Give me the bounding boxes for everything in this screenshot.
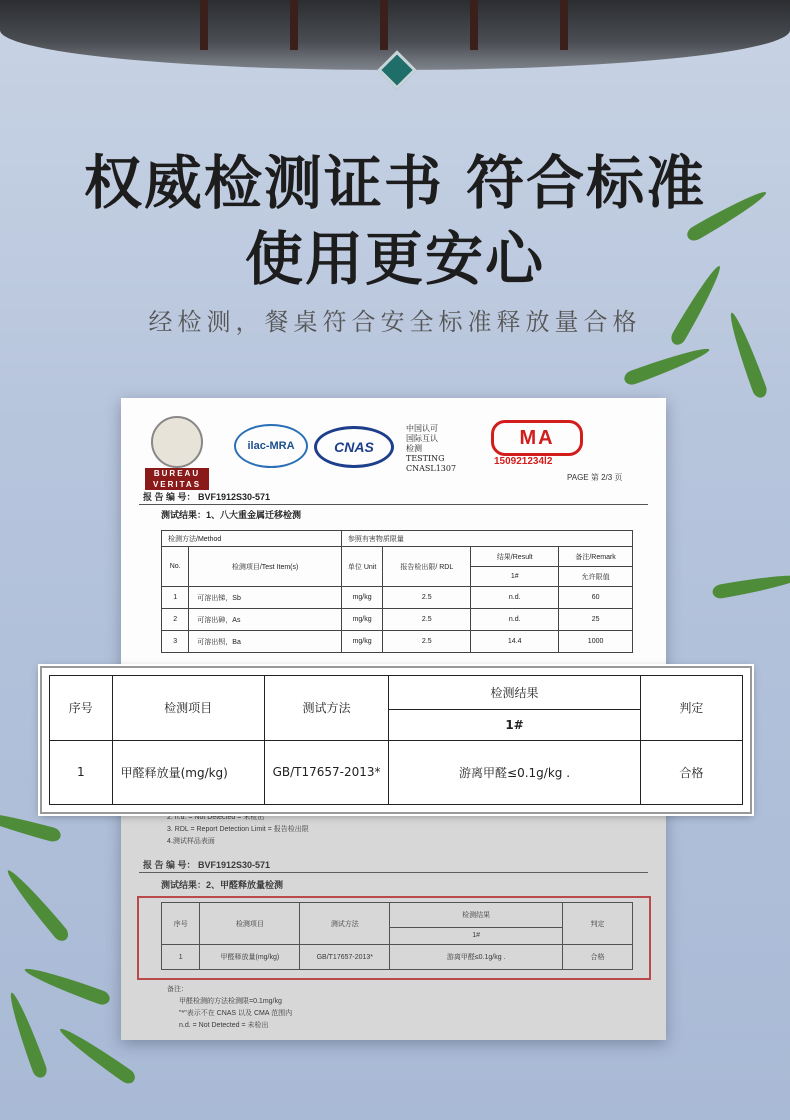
rail-decor — [470, 0, 478, 50]
header-item: 检测项目/Test Item(s) — [189, 547, 342, 587]
cell-rdl: 2.5 — [383, 631, 471, 653]
cell-no: 1 — [50, 740, 113, 805]
rail-decor — [290, 0, 298, 50]
cell-result: 游离甲醛≤0.1g/kg . — [389, 740, 640, 805]
note-line: "*"表示不在 CNAS 以及 CMA 范围内 — [179, 1010, 293, 1017]
accreditation-line: CNASL1307 — [406, 464, 457, 473]
header-method: 测试方法 — [264, 676, 389, 741]
cell-item: 可溶出锑，Sb — [189, 587, 342, 609]
cma-logo — [491, 420, 583, 456]
table-row — [162, 587, 633, 609]
formaldehyde-table — [49, 675, 743, 805]
result-heading: 测试结果：2、甲醛释放量检测 — [161, 880, 284, 890]
cell-no: 2 — [162, 609, 189, 631]
header-no: 序号 — [162, 903, 200, 945]
cell-limit: 25 — [559, 609, 633, 631]
cell-result: n.d. — [471, 609, 559, 631]
cnas-logo: CNAS — [314, 426, 394, 468]
header-limit: 允许限值 — [559, 567, 633, 587]
header-result: 检测结果 — [389, 676, 640, 710]
cell-result: 14.4 — [471, 631, 559, 653]
remarks-title: 备注： — [167, 986, 188, 993]
header-sample: 1# — [390, 927, 563, 945]
header-result: 检测结果 — [390, 903, 563, 928]
cell-result: n.d. — [471, 587, 559, 609]
header-verdict: 判定 — [562, 903, 632, 945]
cell-method: GB/T17657-2013* — [300, 945, 390, 970]
bamboo-leaf-icon — [3, 866, 72, 944]
header-no: 序号 — [50, 676, 113, 741]
accreditation-text — [406, 424, 456, 474]
cell-unit: mg/kg — [341, 609, 382, 631]
veritas-label: VERITAS — [152, 480, 202, 489]
bamboo-leaf-icon — [5, 990, 49, 1079]
divider — [139, 504, 648, 505]
rail-decor — [380, 0, 388, 50]
header-unit: 单位 Unit — [341, 547, 382, 587]
table-row — [50, 740, 743, 805]
cell-item: 甲醛释放量(mg/kg) — [112, 740, 264, 805]
cell-verdict: 合格 — [640, 740, 742, 805]
hero-title-line2: 使用更安心 — [244, 225, 545, 293]
bamboo-leaf-icon — [22, 963, 111, 1007]
method-label-cell: 检测方法/Method — [162, 531, 342, 547]
cell-result: 游离甲醛≤0.1g/kg . — [390, 945, 563, 970]
cell-no: 3 — [162, 631, 189, 653]
hero-subtitle: 经检测，餐桌符合安全标准释放量合格 — [148, 308, 642, 336]
cell-limit: 60 — [559, 587, 633, 609]
cma-number: 150921234l2 — [494, 456, 553, 467]
cell-limit: 1000 — [559, 631, 633, 653]
page-number: PAGE 第 2/3 页 — [567, 473, 623, 482]
bamboo-leaf-icon — [622, 343, 711, 387]
header-verdict: 判定 — [640, 676, 742, 741]
accreditation-line: 检测 — [406, 444, 422, 453]
cell-method: GB/T17657-2013* — [264, 740, 389, 805]
header-no: No. — [162, 547, 189, 587]
bureau-label: BUREAU — [153, 469, 201, 478]
report-number: 报 告 编 号： BVF1912S30-571 — [143, 860, 271, 870]
table-row — [162, 609, 633, 631]
cell-item: 可溶出砷，As — [189, 609, 342, 631]
accreditation-line: 国际互认 — [406, 434, 438, 443]
header-result: 结果/Result — [471, 547, 559, 567]
cell-unit: mg/kg — [341, 631, 382, 653]
accreditation-line: TESTING — [406, 454, 445, 463]
cell-unit: mg/kg — [341, 587, 382, 609]
method-value-cell: 参照有害物质限量 — [341, 531, 632, 547]
note-line: n.d. = Not Detected = 未检出 — [179, 1022, 269, 1029]
magnified-result-panel — [40, 666, 752, 814]
bureau-veritas-seal-icon — [151, 416, 203, 468]
header-rdl: 报告检出限/ RDL — [383, 547, 471, 587]
heavy-metal-table — [161, 530, 633, 653]
table-row — [162, 631, 633, 653]
hero-title-line1: 权威检测证书 符合标准 — [83, 149, 707, 217]
bureau-veritas-logo — [145, 468, 209, 490]
cma-label: MA — [519, 426, 555, 449]
note-line: 甲醛检测的方法检测限=0.1mg/kg — [179, 998, 282, 1005]
header-remark: 备注/Remark — [559, 547, 633, 567]
header-sample: 1# — [389, 710, 640, 740]
bamboo-leaf-icon — [711, 570, 790, 599]
header-item: 检测项目 — [112, 676, 264, 741]
cell-no: 1 — [162, 945, 200, 970]
cell-verdict: 合格 — [562, 945, 632, 970]
rail-decor — [200, 0, 208, 50]
report-number: 报 告 编 号： BVF1912S30-571 — [143, 492, 271, 502]
note-line: 3. RDL = Report Detection Limit = 报告检出限 — [167, 826, 309, 833]
cell-item: 可溶出钡，Ba — [189, 631, 342, 653]
ilac-mra-logo: ilac-MRA — [234, 424, 308, 468]
header-sample: 1# — [471, 567, 559, 587]
header-item: 检测项目 — [200, 903, 300, 945]
accreditation-line: 中国认可 — [406, 424, 438, 433]
note-line: 2. n.d. = Not Detected = 未检出 — [167, 814, 265, 821]
result-heading: 测试结果：1、八大重金属迁移检测 — [161, 510, 302, 520]
cell-rdl: 2.5 — [383, 587, 471, 609]
note-line: 4.测试样品表面 — [167, 838, 215, 845]
header-method: 测试方法 — [300, 903, 390, 945]
rail-decor — [560, 0, 568, 50]
cell-no: 1 — [162, 587, 189, 609]
cell-rdl: 2.5 — [383, 609, 471, 631]
cell-item: 甲醛释放量(mg/kg) — [200, 945, 300, 970]
